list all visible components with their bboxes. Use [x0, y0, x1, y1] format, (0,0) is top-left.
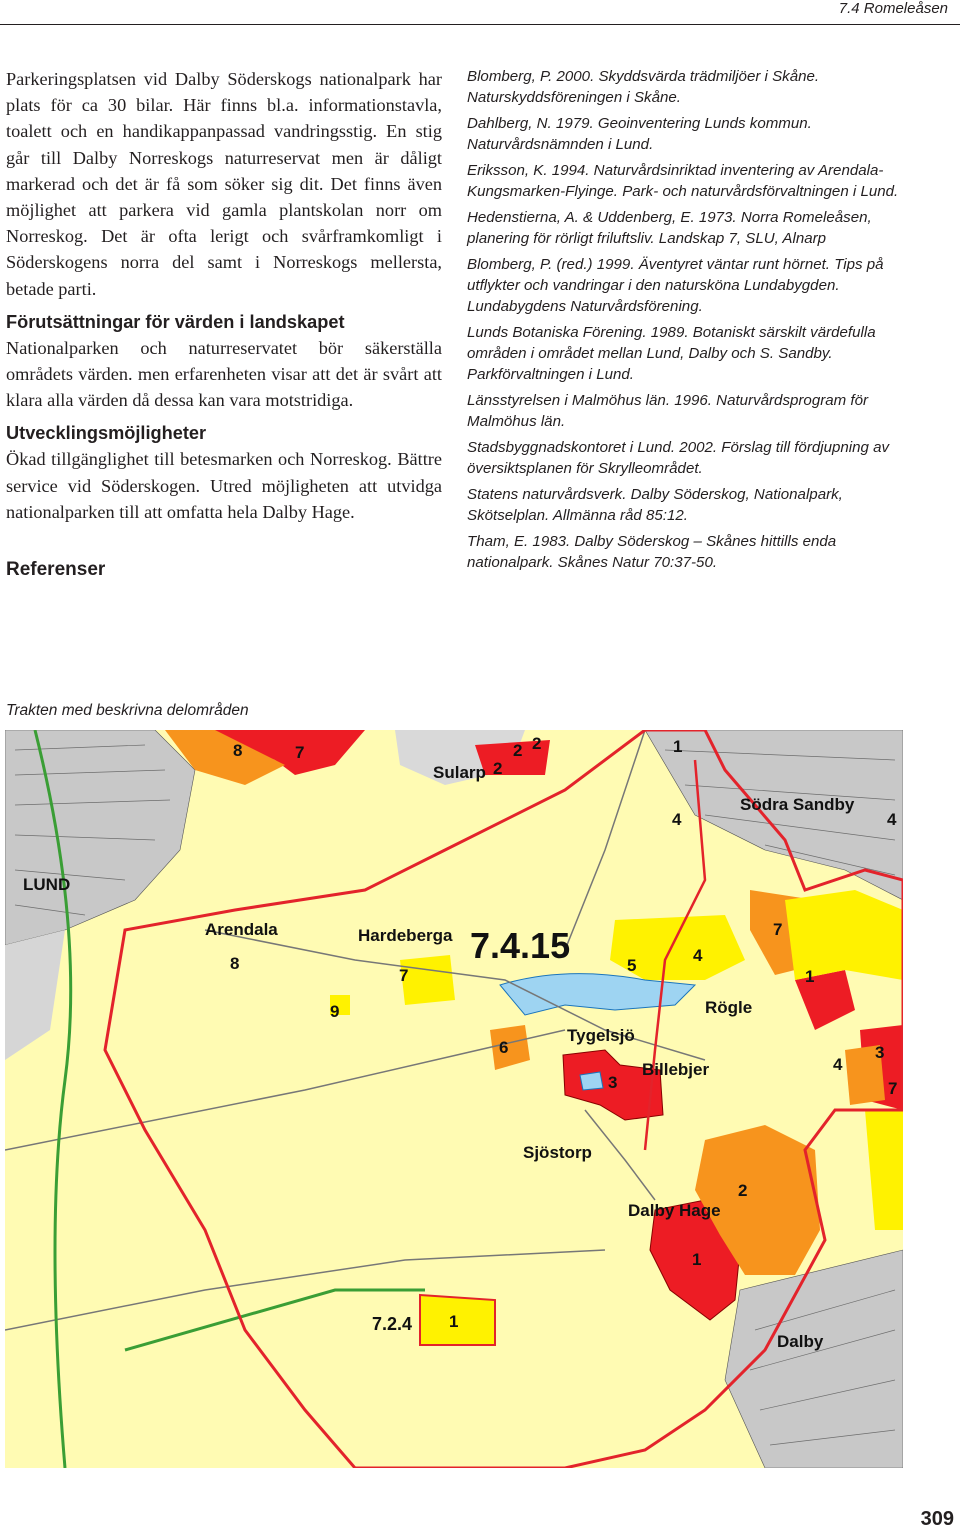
heading-conditions: Förutsättningar för värden i landskapet	[6, 311, 345, 332]
area-number: 4	[672, 810, 682, 829]
area-number: 5	[627, 956, 637, 975]
area-number: 2	[738, 1181, 748, 1200]
area-number: 2	[493, 759, 503, 778]
reference-item: Dahlberg, N. 1979. Geoinventering Lunds kommun. Naturvårdsnämnden i Lund.	[467, 115, 812, 153]
area-number: 3	[875, 1043, 885, 1062]
area-number: 1	[692, 1250, 702, 1269]
reference-item: Lunds Botaniska Förening. 1989. Botaniskt särskilt värdefulla områden i området mellan Lund, Dalby och S. Sandby. Parkförvaltningen i Lund.	[467, 324, 876, 383]
area-number: 1	[449, 1312, 459, 1331]
area-number: 8	[230, 954, 240, 973]
reference-item: Statens naturvårdsverk. Dalby Söderskog, Nationalpark, Skötselplan. Allmänna råd 85:12.	[467, 486, 843, 524]
place-tygelsjo: Tygelsjö	[567, 1026, 635, 1045]
place-sjostorp: Sjöstorp	[523, 1143, 592, 1162]
area-number: 3	[608, 1073, 618, 1092]
place-billebjer: Billebjer	[642, 1060, 710, 1079]
place-hardeberga: Hardeberga	[358, 926, 453, 945]
area-map	[5, 730, 903, 1468]
map-caption: Trakten med beskrivna delområden	[6, 702, 249, 719]
heading-references: Referenser	[6, 559, 106, 581]
area-number: 4	[887, 810, 897, 829]
conditions-paragraph: Nationalparken och naturreservatet bör säkerställa områdets värden. men erfarenheten visar att det är svårt att klara alla värden då dessa kan vara motstridiga.	[6, 337, 442, 411]
area-number: 1	[673, 737, 683, 756]
area-number: 6	[499, 1038, 509, 1057]
area-number: 2	[532, 734, 542, 753]
place-sodra-sandby: Södra Sandby	[740, 795, 855, 814]
area-number: 2	[513, 741, 523, 760]
heading-development: Utvecklingsmöjligheter	[6, 423, 207, 444]
area-number: 4	[833, 1055, 843, 1074]
area-7-east-yellow	[785, 890, 903, 980]
pond-water	[580, 1072, 603, 1090]
reference-list	[467, 66, 907, 578]
reference-item: Blomberg, P. 2000. Skyddsvärda trädmiljöer i Skåne. Naturskyddsföreningen i Skåne.	[467, 68, 820, 106]
running-header: 7.4 Romeleåsen	[838, 0, 948, 17]
area-number: 1	[805, 967, 815, 986]
place-dalby: Dalby	[777, 1332, 824, 1351]
reference-item: Blomberg, P. (red.) 1999. Äventyret väntar runt hörnet. Tips på utflykter och vandringar i den natursköna Lundabygden. Lundabygdens Naturvårdsförening.	[467, 256, 884, 315]
header-rule	[0, 24, 960, 25]
area-number: 7	[888, 1079, 898, 1098]
area-number: 8	[233, 741, 243, 760]
place-arendala: Arendala	[205, 920, 278, 939]
development-paragraph: Ökad tillgänglighet till betesmarken och Norreskog. Bättre service vid Söderskogen. Utred möjligheten att utvidga nationalparken till att omfatta hela Dalby Hage.	[6, 449, 442, 522]
reference-item: Tham, E. 1983. Dalby Söderskog – Skånes hittills enda nationalpark. Skånes Natur 70:37-50.	[467, 533, 837, 571]
place-rogle: Rögle	[705, 998, 753, 1017]
place-sularp: Sularp	[433, 763, 486, 782]
left-column	[6, 66, 442, 583]
area-number: 7	[399, 966, 409, 985]
area-code-other: 7.2.4	[372, 1314, 413, 1334]
page-number: 309	[920, 1508, 954, 1530]
reference-item: Stadsbyggnadskontoret i Lund. 2002. Förslag till fördjupning av översiktsplanen för Skrylleområdet.	[467, 439, 890, 477]
area-code-current: 7.4.15	[470, 925, 571, 966]
reference-item: Eriksson, K. 1994. Naturvårdsinriktad inventering av Arendala-Kungsmarken-Flyinge. Park- och naturvårdsförvaltningen i Lund.	[467, 162, 899, 200]
parking-paragraph: Parkeringsplatsen vid Dalby Söderskogs nationalpark har plats för ca 30 bilar. Här finns bl.a. informationstavla, toalett och en handikappanpassad vandringsstig. En stig går till Dalby Norreskogs naturreservat men är dåligt markerad och det är få som söker sig dit. Det finns även möjlighet att parkera vid gamla plantskolan norr om Norreskog. Det är ofta lerigt och svårframkomligt i Söderskogens norra del samt i Norreskogs mellersta, betade parti.	[6, 69, 442, 299]
area-number: 9	[330, 1002, 340, 1021]
area-number: 7	[295, 743, 305, 762]
reference-item: Hedenstierna, A. & Uddenberg, E. 1973. Norra Romeleåsen, planering för rörligt friluftsliv. Landskap 7, SLU, Alnarp	[467, 209, 872, 247]
area-number: 4	[693, 946, 703, 965]
reference-item: Länsstyrelsen i Malmöhus län. 1996. Naturvårdsprogram för Malmöhus län.	[467, 392, 869, 430]
place-lund: LUND	[23, 875, 71, 894]
area-number: 7	[773, 920, 783, 939]
place-dalby-hage: Dalby Hage	[628, 1201, 721, 1220]
